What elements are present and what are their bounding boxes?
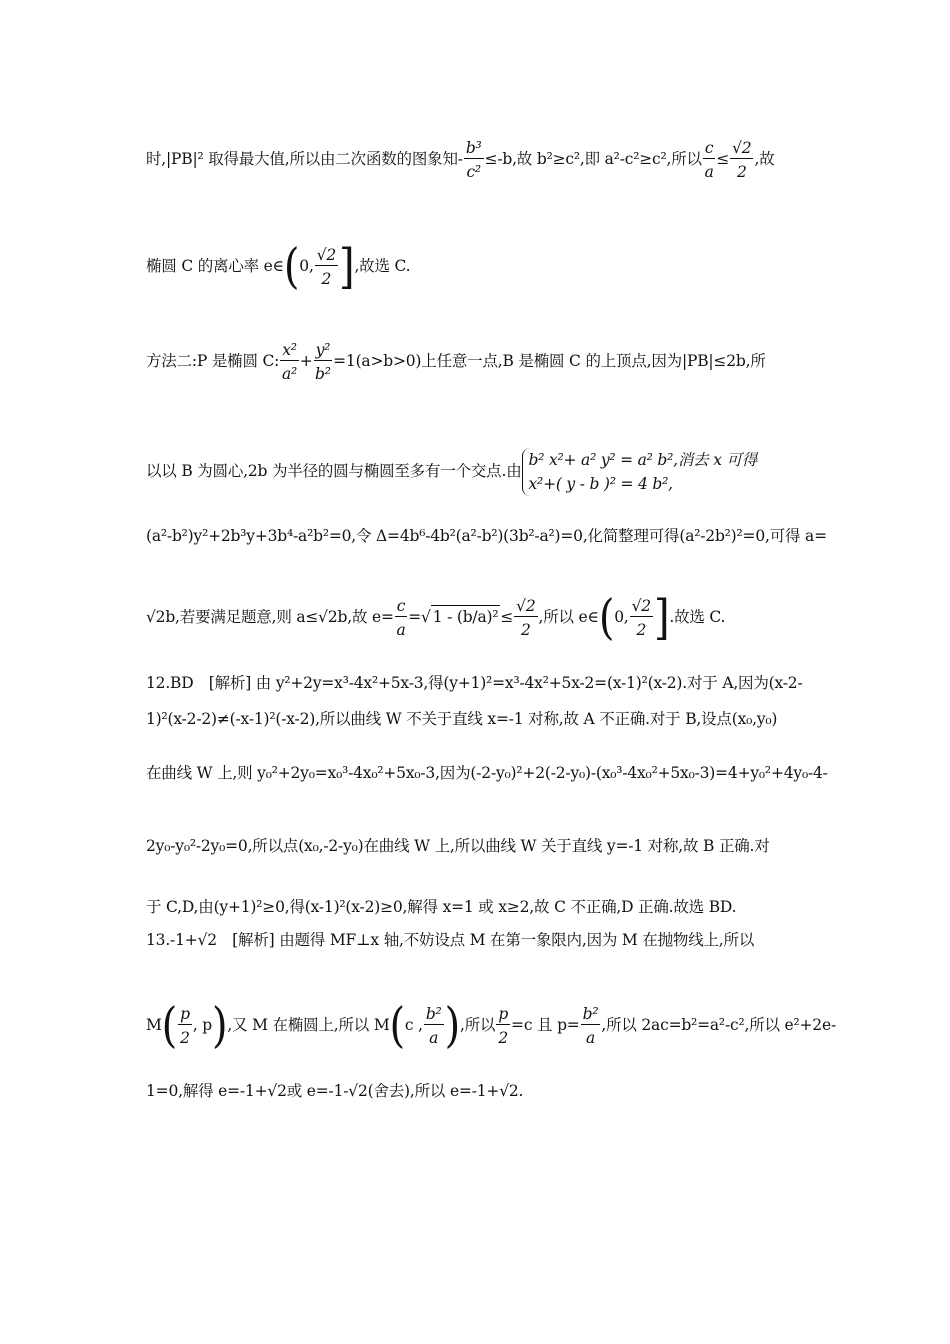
text: ≤-b,故 b²≥c²,即 a²-c²≥c²,所以 bbox=[484, 150, 702, 168]
text: c , bbox=[404, 1016, 423, 1034]
fraction bbox=[703, 138, 715, 182]
text: 以以 B 为圆心,2b 为半径的圆与椭圆至多有一个交点.由 bbox=[146, 462, 522, 480]
numerator: √2 bbox=[516, 597, 536, 615]
solution-line-3 bbox=[146, 340, 830, 384]
fraction bbox=[178, 1004, 192, 1048]
open-paren: ( bbox=[161, 998, 178, 1054]
close-bracket: ] bbox=[339, 239, 355, 295]
text: ,所以 e∈ bbox=[538, 608, 599, 626]
text: 0, bbox=[614, 608, 629, 626]
text: ≤ bbox=[500, 608, 514, 626]
text: , p bbox=[192, 1016, 212, 1034]
fraction bbox=[630, 596, 653, 640]
numerator: c bbox=[704, 139, 714, 157]
text: + bbox=[299, 352, 313, 370]
fraction bbox=[280, 340, 299, 384]
denominator: a² bbox=[281, 365, 298, 383]
solution-line-9 bbox=[146, 762, 830, 784]
equation-1: b² x²+ a² y² = a² b²,消去 x 可得 bbox=[528, 451, 758, 469]
solution-line-2 bbox=[146, 239, 830, 295]
fraction bbox=[314, 340, 333, 384]
solution-line-1 bbox=[146, 138, 830, 182]
denominator: c² bbox=[466, 163, 481, 181]
text: =1(a>b>0)上任意一点,B 是椭圆 C 的上顶点,因为|PB|≤2b,所 bbox=[333, 352, 766, 370]
text: ,所以 2ac=b²=a²-c²,所以 e²+2e- bbox=[601, 1016, 836, 1034]
text: 0, bbox=[299, 257, 314, 275]
fraction bbox=[315, 245, 338, 289]
solution-line-10 bbox=[146, 835, 830, 857]
solution-line-12 bbox=[146, 929, 830, 951]
text: M bbox=[146, 1016, 162, 1034]
text: ,故 bbox=[754, 150, 775, 168]
text: ,所以 bbox=[459, 1016, 496, 1034]
text: √2b,若要满足题意,则 a≤√2b,故 e= bbox=[146, 608, 394, 626]
fraction bbox=[496, 1004, 510, 1048]
solution-line-6 bbox=[146, 590, 830, 646]
denominator: 2 bbox=[520, 621, 531, 639]
text: 2y₀-y₀²-2y₀=0,所以点(x₀,-2-y₀)在曲线 W 上,所以曲线 W 关于直线 y=-1 对称,故 B 正确.对 bbox=[146, 837, 770, 855]
fraction bbox=[464, 138, 484, 182]
denominator: b² bbox=[314, 365, 331, 383]
text: 13.-1+√2 [解析] 由题得 MF⊥x 轴,不妨设点 M 在第一象限内,因为 M 在抛物线上,所以 bbox=[146, 931, 755, 949]
fraction bbox=[730, 138, 753, 182]
text: 在曲线 W 上,则 y₀²+2y₀=x₀³-4x₀²+5x₀-3,因为(-2-y₀)²+2(-2-y₀)-(x₀³-4x₀²+5x₀-3)=4+y₀²+4y₀-4- bbox=[146, 764, 828, 782]
denominator: 2 bbox=[636, 621, 647, 639]
equation-system bbox=[522, 448, 758, 496]
text: =c 且 p= bbox=[511, 1016, 580, 1034]
numerator: b³ bbox=[465, 139, 482, 157]
solution-line-14 bbox=[146, 1080, 830, 1102]
fraction bbox=[581, 1004, 601, 1048]
solution-line-13 bbox=[146, 998, 836, 1054]
close-paren: ) bbox=[444, 998, 460, 1054]
denominator: 2 bbox=[736, 163, 747, 181]
text: 时,|PB|² 取得最大值,所以由二次函数的图象知- bbox=[146, 150, 463, 168]
numerator: √2 bbox=[732, 139, 752, 157]
text: 方法二:P 是椭圆 C: bbox=[146, 352, 280, 370]
text: ≤ bbox=[716, 150, 730, 168]
text: ,又 M 在椭圆上,所以 M bbox=[227, 1016, 390, 1034]
fraction bbox=[395, 596, 407, 640]
denominator: 2 bbox=[321, 270, 332, 288]
numerator: b² bbox=[582, 1005, 599, 1023]
numerator: x² bbox=[282, 341, 297, 359]
solution-line-11 bbox=[146, 896, 830, 918]
denominator: a bbox=[429, 1029, 439, 1047]
solution-line-8 bbox=[146, 708, 830, 730]
numerator: √2 bbox=[316, 246, 337, 264]
open-paren: ( bbox=[389, 998, 405, 1054]
text: 于 C,D,由(y+1)²≥0,得(x-1)²(x-2)≥0,解得 x=1 或 x≥2,故 C 不正确,D 正确.故选 BD. bbox=[146, 898, 737, 916]
equation-2: x²+( y - b )² = 4 b², bbox=[528, 475, 673, 493]
text: =√ bbox=[408, 608, 431, 626]
open-paren: ( bbox=[283, 239, 300, 295]
text: 椭圆 C 的离心率 e∈ bbox=[146, 257, 284, 275]
numerator: p bbox=[498, 1005, 509, 1023]
solution-line-7 bbox=[146, 672, 830, 694]
text: 1)²(x-2-2)≠(-x-1)²(-x-2),所以曲线 W 不关于直线 x=-1 对称,故 A 不正确.对于 B,设点(x₀,y₀) bbox=[146, 710, 778, 728]
close-paren: ) bbox=[212, 998, 228, 1054]
text: 1=0,解得 e=-1+√2或 e=-1-√2(舍去),所以 e=-1+√2. bbox=[146, 1082, 524, 1100]
fraction bbox=[514, 596, 537, 640]
text: .故选 C. bbox=[669, 608, 726, 626]
numerator: c bbox=[396, 597, 406, 615]
denominator: a bbox=[704, 163, 714, 181]
radicand: 1 - (b/a)² bbox=[431, 605, 501, 628]
close-bracket: ] bbox=[653, 590, 670, 646]
numerator: √2 bbox=[631, 597, 651, 615]
solution-line-4 bbox=[146, 448, 830, 496]
fraction bbox=[424, 1004, 444, 1048]
solution-line-5 bbox=[146, 525, 830, 547]
text: (a²-b²)y²+2b³y+3b⁴-a²b²=0,令 Δ=4b⁶-4b²(a²-b²)(3b²-a²)=0,化简整理可得(a²-2b²)²=0,可得 a= bbox=[146, 527, 827, 545]
text: ,故选 C. bbox=[354, 257, 411, 275]
text: 12.BD [解析] 由 y²+2y=x³-4x²+5x-3,得(y+1)²=x³-4x²+5x-2=(x-1)²(x-2).对于 A,因为(x-2- bbox=[146, 674, 803, 692]
denominator: a bbox=[585, 1029, 595, 1047]
numerator: b² bbox=[425, 1005, 442, 1023]
open-paren: ( bbox=[598, 590, 615, 646]
denominator: 2 bbox=[498, 1029, 509, 1047]
denominator: 2 bbox=[180, 1029, 190, 1047]
numerator: p bbox=[180, 1005, 190, 1023]
numerator: y² bbox=[315, 341, 331, 359]
denominator: a bbox=[396, 621, 406, 639]
